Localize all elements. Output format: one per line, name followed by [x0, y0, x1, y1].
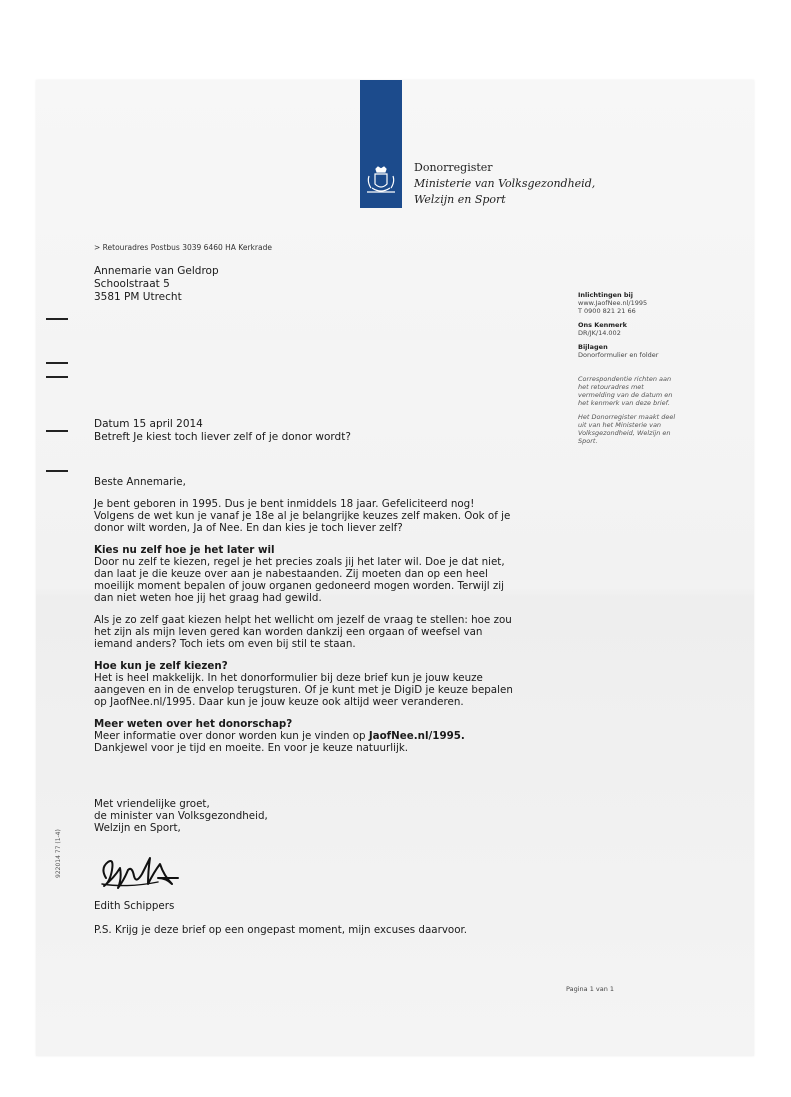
ministry-note	[578, 413, 703, 445]
signer-name: Edith Schippers	[94, 900, 175, 912]
org-line-3: Welzijn en Sport	[414, 193, 506, 206]
paragraph-intro	[94, 498, 534, 534]
text-line: het zijn als mijn leven gered kan worden dankzij een orgaan of weefsel van	[94, 626, 483, 638]
website-link: JaofNee.nl/1995.	[368, 730, 465, 742]
paragraph-choose-now	[94, 556, 534, 604]
fold-mark	[46, 318, 68, 320]
text-line: donor wilt worden, Ja of Nee. En dan kies je toch liever zelf?	[94, 522, 403, 534]
text-line: dan niet weten hoe jij het graag had gewild.	[94, 592, 322, 604]
text-line: aangeven en in de envelop terugsturen. Of je kunt met je DigiD je keuze bepalen	[94, 684, 513, 696]
letter-date: Datum 15 april 2014	[94, 418, 203, 430]
paragraph-how-to-choose	[94, 672, 534, 708]
heading-choose-now: Kies nu zelf hoe je het later wil	[94, 544, 275, 556]
note1-line: vermelding van de datum en	[578, 391, 673, 399]
info-label: Inlichtingen bij	[578, 291, 634, 299]
fold-mark	[46, 470, 68, 472]
correspondence-note	[578, 375, 703, 407]
note2-line: Het Donorregister maakt deel	[578, 413, 676, 421]
note2-line: uit van het Ministerie van	[578, 421, 662, 429]
recipient-address	[94, 265, 219, 304]
closing-line: Met vriendelijke groet,	[94, 798, 210, 810]
note2-line: Volksgezondheid, Welzijn en	[578, 429, 671, 437]
text-line: Volgens de wet kun je vanaf je 18e al je belangrijke keuzes zelf maken. Ook of je	[94, 510, 511, 522]
page-number: Pagina 1 van 1	[566, 985, 615, 993]
note1-line: het kenmerk van deze brief.	[578, 399, 670, 407]
text-line: iemand anders? Toch iets om even bij stil te staan.	[94, 638, 356, 650]
text-line: op JaofNee.nl/1995. Daar kun je jouw keuze ook altijd weer veranderen.	[94, 696, 464, 708]
salutation: Beste Annemarie,	[94, 476, 186, 488]
paragraph-reflect	[94, 614, 534, 650]
reference-label: Ons Kenmerk	[578, 321, 627, 329]
more-info-text: Meer informatie over donor worden kun je vinden op	[94, 730, 369, 742]
signature	[98, 848, 188, 896]
fold-mark	[46, 430, 68, 432]
note1-line: Correspondentie richten aan	[578, 375, 672, 383]
letter-subject: Betreft Je kiest toch liever zelf of je donor wordt?	[94, 431, 351, 443]
organisation-name	[414, 160, 595, 208]
org-line-2: Ministerie van Volksgezondheid,	[414, 177, 596, 190]
heading-how-to-choose: Hoe kun je zelf kiezen?	[94, 660, 228, 672]
text-line: Je bent geboren in 1995. Dus je bent inmiddels 18 jaar. Gefeliciteerd nog!	[94, 498, 475, 510]
note1-line: het retouradres met	[578, 383, 644, 391]
coat-of-arms-icon	[364, 166, 398, 198]
text-line: Door nu zelf te kiezen, regel je het precies zoals jij het later wil. Doe je dat niet,	[94, 556, 505, 568]
attachments-label: Bijlagen	[578, 343, 608, 351]
sidebar-info	[578, 291, 703, 451]
return-address: > Retouradres Postbus 3039 6460 HA Kerkrade	[94, 243, 272, 252]
fold-mark	[46, 376, 68, 378]
info-web: www.JaofNee.nl/1995	[578, 299, 648, 307]
paragraph-more-info	[94, 730, 534, 754]
org-line-1: Donorregister	[414, 161, 493, 174]
text-line	[94, 730, 534, 742]
postscript: P.S. Krijg je deze brief op een ongepast moment, mijn excuses daarvoor.	[94, 924, 468, 936]
closing-line: de minister van Volksgezondheid,	[94, 810, 268, 822]
fold-mark	[46, 362, 68, 364]
text-line: dan laat je die keuze over aan je nabestaanden. Zij moeten dan op een heel	[94, 568, 488, 580]
text-line: Dankjewel voor je tijd en moeite. En voor je keuze natuurlijk.	[94, 742, 409, 754]
info-phone: T 0900 821 21 66	[578, 307, 636, 315]
recipient-city: 3581 PM Utrecht	[94, 291, 182, 303]
reference-value: DR/JK/14.002	[578, 329, 621, 337]
recipient-name: Annemarie van Geldrop	[94, 265, 219, 277]
recipient-street: Schoolstraat 5	[94, 278, 170, 290]
letter-meta	[94, 418, 351, 444]
document-code: 922014 77 (1-4)	[55, 829, 62, 878]
text-line: moeilijk moment bepalen of jouw organen gedoneerd mogen worden. Terwijl zij	[94, 580, 505, 592]
letter-body	[94, 476, 534, 764]
heading-more-info: Meer weten over het donorschap?	[94, 718, 293, 730]
closing	[94, 798, 268, 834]
text-line: Het is heel makkelijk. In het donorformulier bij deze brief kun je jouw keuze	[94, 672, 483, 684]
attachments-value: Donorformulier en folder	[578, 351, 659, 359]
note2-line: Sport.	[578, 437, 598, 445]
closing-line: Welzijn en Sport,	[94, 822, 181, 834]
text-line: Als je zo zelf gaat kiezen helpt het wellicht om jezelf de vraag te stellen: hoe zou	[94, 614, 512, 626]
